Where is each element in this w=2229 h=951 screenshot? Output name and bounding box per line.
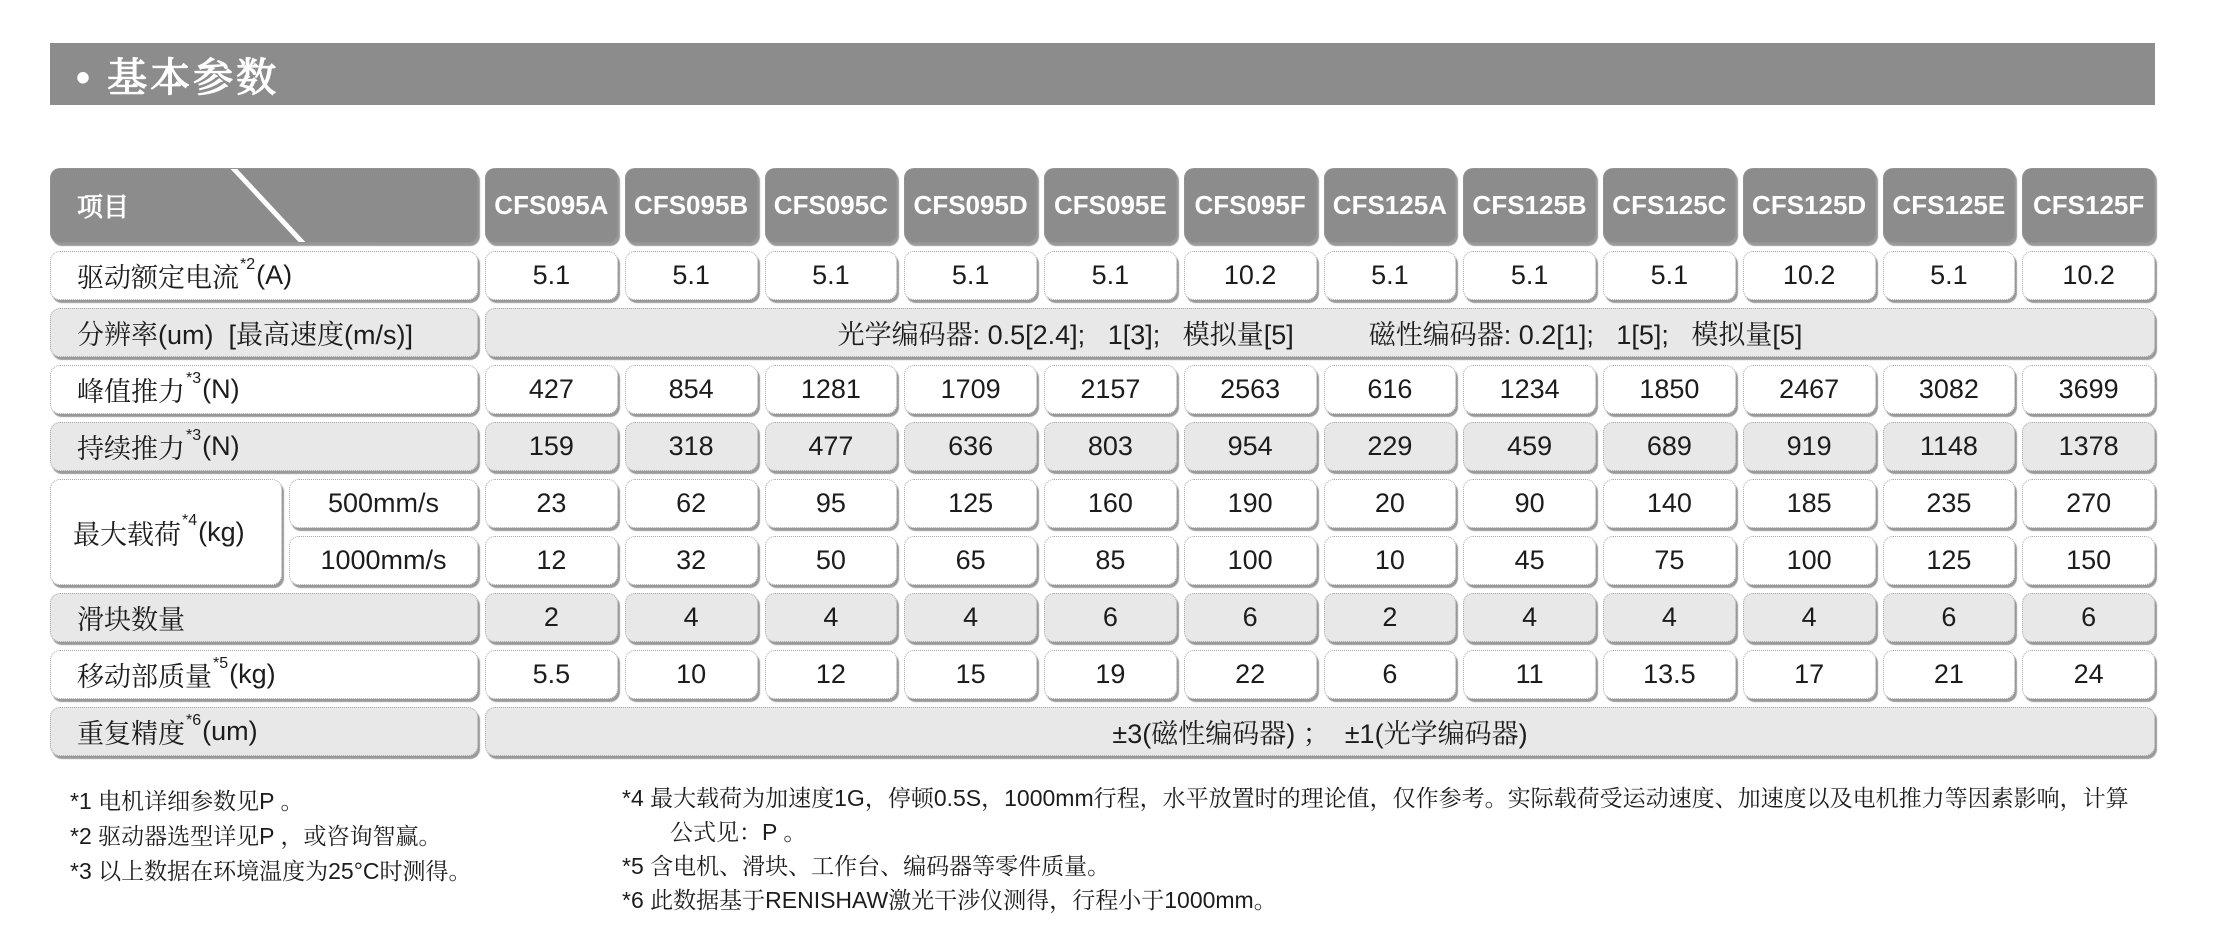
value-cell: 1281	[765, 365, 898, 414]
value-cell: 19	[1044, 650, 1177, 699]
value-cell: 4	[625, 593, 758, 642]
value-cell: 427	[485, 365, 618, 414]
footnotes-left	[70, 784, 472, 889]
row-label	[50, 650, 478, 699]
value-cell: 10.2	[1743, 251, 1876, 300]
value-cell: 4	[1463, 593, 1596, 642]
row-label-text: 移动部质量	[77, 662, 212, 692]
value-cell: 6	[1044, 593, 1177, 642]
value-cell: 1234	[1463, 365, 1596, 414]
value-cell: 65	[904, 536, 1037, 585]
row-label-text: 分辨率(um) [最高速度(m/s)]	[77, 320, 413, 350]
footnote-line: *2 驱动器选型详见P ，或咨询智赢。	[70, 823, 442, 849]
value-cell: 477	[765, 422, 898, 471]
value-cell: 20	[1324, 479, 1457, 528]
column-header: CFS125F	[2022, 168, 2155, 243]
sub-row-label: 1000mm/s	[289, 536, 478, 585]
row-label-text: 最大载荷	[73, 519, 181, 550]
value-cell: 5.1	[1883, 251, 2016, 300]
value-cell: 23	[485, 479, 618, 528]
footnotes-right	[622, 781, 2129, 917]
value-cell: 5.1	[765, 251, 898, 300]
footnote-line: *3 以上数据在环境温度为25°C时测得。	[70, 858, 472, 884]
value-cell: 6	[1184, 593, 1317, 642]
value-cell: 13.5	[1603, 650, 1736, 699]
table-corner-cell	[50, 168, 478, 243]
corner-label: 项目	[77, 192, 130, 222]
value-cell: 689	[1603, 422, 1736, 471]
row-label-unit: (A)	[256, 260, 293, 290]
value-cell: 5.1	[1603, 251, 1736, 300]
value-cell: 616	[1324, 365, 1457, 414]
value-cell: 50	[765, 536, 898, 585]
column-header: CFS125C	[1603, 168, 1736, 243]
value-cell: 12	[765, 650, 898, 699]
value-cell: 2	[485, 593, 618, 642]
footnote-marker: *2	[240, 255, 256, 273]
footnote-line: *6 此数据基于RENISHAW激光干涉仪测得，行程小于1000mm。	[622, 887, 1277, 913]
footnote-marker: *3	[186, 426, 202, 444]
value-cell: 270	[2022, 479, 2155, 528]
row-label-unit: (kg)	[198, 516, 245, 547]
value-cell: 4	[1603, 593, 1736, 642]
span-value-cell: 光学编码器: 0.5[2.4]; 1[3]; 模拟量[5] 磁性编码器: 0.2[1]; 1[5]; 模拟量[5]	[485, 308, 2155, 357]
value-cell: 235	[1883, 479, 2016, 528]
row-label	[50, 479, 282, 585]
row-label	[50, 593, 478, 642]
value-cell: 5.1	[485, 251, 618, 300]
span-value-cell: ±3(磁性编码器) ； ±1(光学编码器)	[485, 707, 2155, 756]
column-header: CFS095B	[625, 168, 758, 243]
sub-row-label: 500mm/s	[289, 479, 478, 528]
value-cell: 10	[1324, 536, 1457, 585]
value-cell: 2157	[1044, 365, 1177, 414]
value-cell: 95	[765, 479, 898, 528]
footnote-line: *5 含电机、滑块、工作台、编码器等零件质量。	[622, 853, 1111, 879]
value-cell: 62	[625, 479, 758, 528]
value-cell: 17	[1743, 650, 1876, 699]
section-title: • 基本参数	[76, 55, 280, 100]
row-label-text: 驱动额定电流	[77, 263, 239, 293]
value-cell: 954	[1184, 422, 1317, 471]
value-cell: 1850	[1603, 365, 1736, 414]
value-cell: 5.1	[904, 251, 1037, 300]
row-label-unit: (N)	[202, 431, 240, 461]
value-cell: 125	[904, 479, 1037, 528]
value-cell: 5.1	[1324, 251, 1457, 300]
value-cell: 12	[485, 536, 618, 585]
value-cell: 21	[1883, 650, 2016, 699]
column-header: CFS125A	[1324, 168, 1457, 243]
value-cell: 636	[904, 422, 1037, 471]
value-cell: 854	[625, 365, 758, 414]
value-cell: 5.1	[1463, 251, 1596, 300]
value-cell: 10	[625, 650, 758, 699]
value-cell: 75	[1603, 536, 1736, 585]
value-cell: 318	[625, 422, 758, 471]
value-cell: 1148	[1883, 422, 2016, 471]
value-cell: 2467	[1743, 365, 1876, 414]
value-cell: 100	[1184, 536, 1317, 585]
value-cell: 2563	[1184, 365, 1317, 414]
value-cell: 150	[2022, 536, 2155, 585]
value-cell: 5.5	[485, 650, 618, 699]
footnote-marker: *4	[182, 512, 198, 529]
value-cell: 803	[1044, 422, 1177, 471]
value-cell: 185	[1743, 479, 1876, 528]
value-cell: 4	[1743, 593, 1876, 642]
value-cell: 6	[1883, 593, 2016, 642]
row-label-text: 滑块数量	[77, 605, 185, 635]
value-cell: 459	[1463, 422, 1596, 471]
value-cell: 22	[1184, 650, 1317, 699]
value-cell: 3082	[1883, 365, 2016, 414]
row-label	[50, 422, 478, 471]
column-header: CFS095D	[904, 168, 1037, 243]
value-cell: 229	[1324, 422, 1457, 471]
value-cell: 11	[1463, 650, 1596, 699]
footnote-line: 公式见：P 。	[670, 819, 807, 845]
footnote-line: *4 最大载荷为加速度1G，停顿0.5S，1000mm行程，水平放置时的理论值，仅作参考。实际载荷受运动速度、加速度以及电机推力等因素影响，计算	[622, 785, 2129, 811]
column-header: CFS125B	[1463, 168, 1596, 243]
footnote-marker: *3	[186, 369, 202, 387]
value-cell: 1378	[2022, 422, 2155, 471]
footnote-marker: *5	[213, 654, 229, 672]
value-cell: 5.1	[625, 251, 758, 300]
row-label	[50, 365, 478, 414]
column-header: CFS095F	[1184, 168, 1317, 243]
value-cell: 90	[1463, 479, 1596, 528]
column-header: CFS095A	[485, 168, 618, 243]
value-cell: 160	[1044, 479, 1177, 528]
value-cell: 5.1	[1044, 251, 1177, 300]
value-cell: 45	[1463, 536, 1596, 585]
row-label-unit: (um)	[202, 716, 258, 746]
column-header: CFS125D	[1743, 168, 1876, 243]
row-label	[50, 707, 478, 756]
value-cell: 15	[904, 650, 1037, 699]
spec-table	[50, 168, 2155, 756]
value-cell: 6	[1324, 650, 1457, 699]
row-label-unit: (kg)	[229, 659, 276, 689]
value-cell: 4	[904, 593, 1037, 642]
footnote-line: *1 电机详细参数见P 。	[70, 788, 304, 814]
value-cell: 10.2	[1184, 251, 1317, 300]
value-cell: 140	[1603, 479, 1736, 528]
value-cell: 3699	[2022, 365, 2155, 414]
column-header: CFS125E	[1883, 168, 2016, 243]
row-label-text: 峰值推力	[77, 377, 185, 407]
column-header: CFS095C	[765, 168, 898, 243]
value-cell: 190	[1184, 479, 1317, 528]
section-title-bar	[50, 43, 2155, 105]
value-cell: 1709	[904, 365, 1037, 414]
value-cell: 125	[1883, 536, 2016, 585]
value-cell: 24	[2022, 650, 2155, 699]
value-cell: 159	[485, 422, 618, 471]
column-header: CFS095E	[1044, 168, 1177, 243]
row-label-text: 重复精度	[77, 719, 185, 749]
value-cell: 85	[1044, 536, 1177, 585]
value-cell: 919	[1743, 422, 1876, 471]
row-label-unit: (N)	[202, 374, 240, 404]
value-cell: 10.2	[2022, 251, 2155, 300]
value-cell: 32	[625, 536, 758, 585]
row-label-text: 持续推力	[77, 434, 185, 464]
value-cell: 4	[765, 593, 898, 642]
footnote-marker: *6	[186, 711, 202, 729]
row-label	[50, 308, 478, 357]
value-cell: 100	[1743, 536, 1876, 585]
value-cell: 2	[1324, 593, 1457, 642]
value-cell: 6	[2022, 593, 2155, 642]
row-label	[50, 251, 478, 300]
